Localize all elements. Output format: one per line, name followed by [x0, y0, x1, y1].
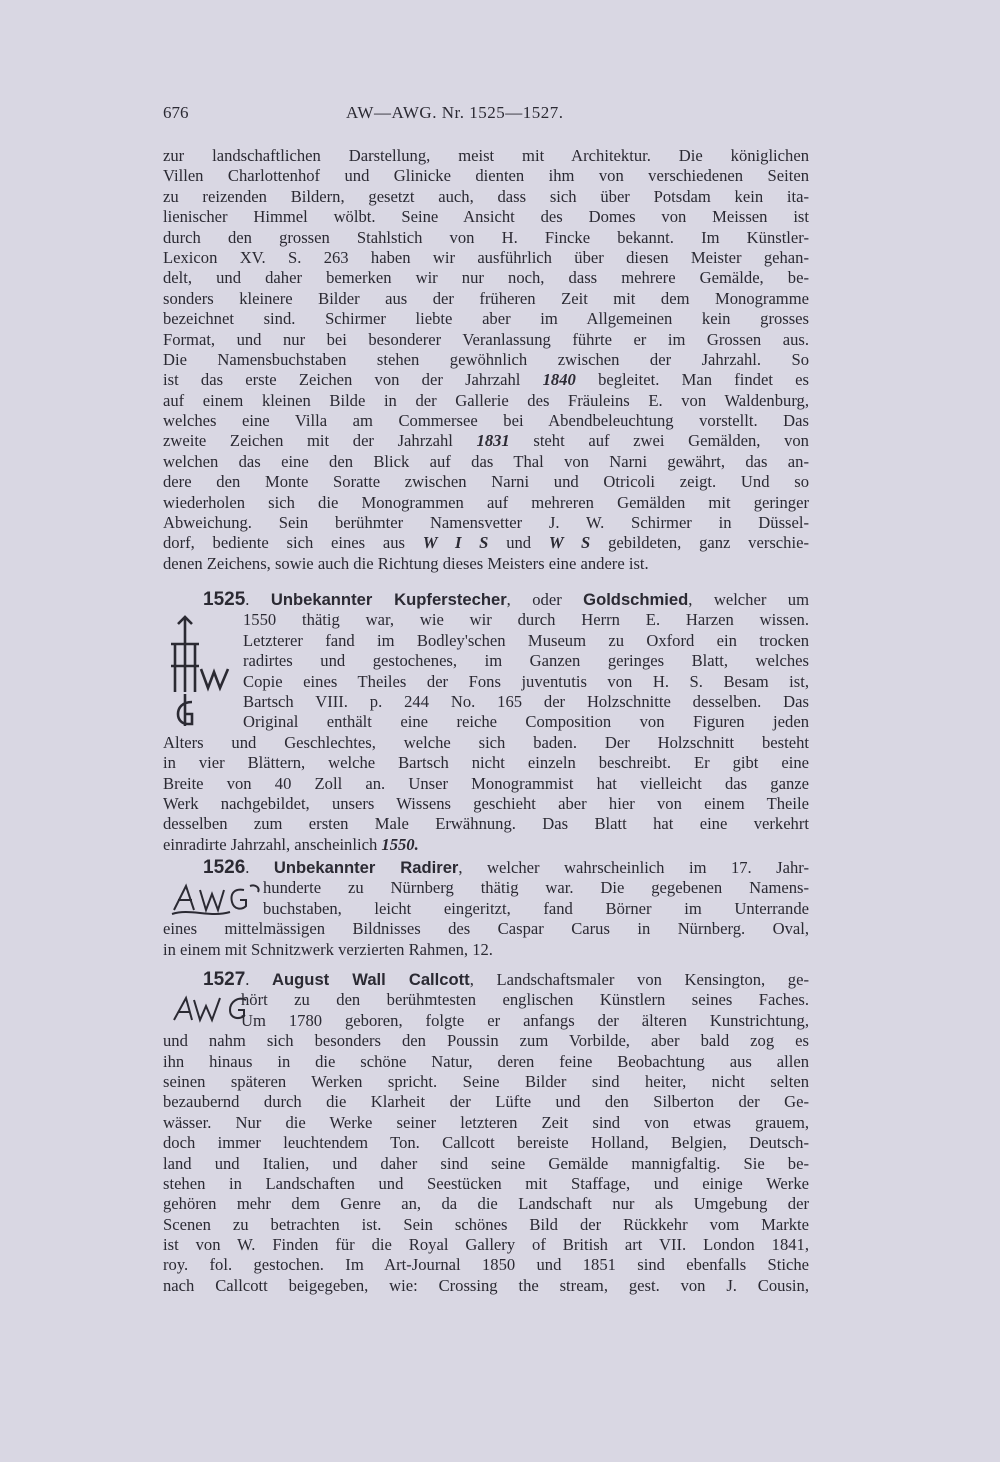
text-line: in vier Blättern, welche Bartsch nicht einzeln beschreibt. Er gibt eine: [163, 753, 809, 773]
text-line: wässer. Nur die Werke seiner letzteren Zeit sind von etwas grauem,: [163, 1112, 809, 1132]
text-line: einradirte Jahrzahl, anscheinlich 1550.: [163, 834, 419, 854]
text-line: zweite Zeichen mit der Jahrzahl 1831 steht auf zwei Gemälden, von: [163, 431, 809, 451]
text-line: Die Namensbuchstaben stehen gewöhnlich zwischen der Jahrzahl. So: [163, 349, 809, 369]
entry-heading: 1525. Unbekannter Kupferstecher, oder Goldschmied, welcher um: [203, 590, 809, 610]
text-line: Lexicon XV. S. 263 haben wir ausführlich über diesen Meister gehan-: [163, 247, 809, 267]
text-line: Breite von 40 Zoll an. Unser Monogrammist hat vielleicht das ganze: [163, 773, 809, 793]
text-line: in einem mit Schnitzwerk verzierten Rahmen, 12.: [163, 939, 493, 959]
text-line: lienischer Himmel wölbt. Seine Ansicht des Domes von Meissen ist: [163, 207, 809, 227]
text-line: buchstaben, leicht eingeritzt, fand Börner im Unterrande: [263, 898, 809, 918]
text-line: Werk nachgebildet, unsers Wissens geschieht aber hier von einem Theile: [163, 793, 809, 813]
text-line: dorf, bediente sich eines aus W I S und W S gebildeten, ganz verschie-: [163, 533, 809, 553]
text-line: ihn hinaus in die schöne Natur, deren feine Beobachtung aus allen: [163, 1051, 809, 1071]
entry-1527: [163, 970, 809, 1296]
entry-heading: 1527. August Wall Callcott, Landschaftsmaler von Kensington, ge-: [203, 970, 809, 990]
text-line: ist das erste Zeichen von der Jahrzahl 1840 begleitet. Man findet es: [163, 370, 809, 390]
text-line: Copie eines Theiles der Fons juventutis von H. S. Besam ist,: [243, 671, 809, 691]
entry-1526: [163, 858, 809, 960]
artist-name: Unbekannter Kupferstecher: [270, 590, 507, 609]
text-line: hunderte zu Nürnberg thätig war. Die gegebenen Namens-: [263, 878, 809, 898]
text-line: bezaubernd durch die Klarheit der Lüfte und den Silberton der Ge-: [163, 1092, 809, 1112]
text-line: welchen das eine den Blick auf das Thal von Narni gewährt, das an-: [163, 451, 809, 471]
year-1831: 1831: [476, 431, 510, 451]
text-line: wiederholen sich die Monogrammen auf mehreren Gemälden mit geringer: [163, 492, 809, 512]
artist-name-alt: Goldschmied: [583, 590, 689, 609]
year-1840: 1840: [542, 370, 576, 390]
text-line: bezeichnet sind. Schirmer liebte aber im Allgemeinen kein grosses: [163, 309, 809, 329]
text-line: welches eine Villa am Commersee bei Abendbeleuchtung vorstellt. Das: [163, 411, 809, 431]
entry-number: 1525: [203, 590, 246, 610]
year-1550: 1550.: [381, 834, 419, 854]
text-line: zu reizenden Bildern, gesetzt auch, dass sich über Potsdam kein ita-: [163, 186, 809, 206]
text-line: auf einem kleinen Bilde in der Gallerie des Fräuleins E. von Waldenburg,: [163, 390, 809, 410]
artist-name: August Wall Callcott: [272, 970, 470, 989]
text-line: Format, und nur bei besonderer Veranlassung führte er im Grossen aus.: [163, 329, 809, 349]
text-line: dere den Monte Soratte zwischen Narni und Otricoli zeigt. Und so: [163, 472, 809, 492]
text-line: Scenen zu betrachten ist. Sein schönes Bild der Rückkehr vom Markte: [163, 1214, 809, 1234]
text-line: land und Italien, und daher sind seine Gemälde mannigfaltig. Sie be-: [163, 1153, 809, 1173]
entry-number: 1527: [203, 970, 246, 990]
text-line: delt, und daher bemerken wir nur noch, dass mehrere Gemälde, be-: [163, 268, 809, 288]
text-line: stehen in Landschaften und Seestücken mit Staffage, und einige Werke: [163, 1173, 809, 1193]
text-line: Alters und Geschlechtes, welche sich baden. Der Holzschnitt besteht: [163, 732, 809, 752]
text-line: eines mittelmässigen Bildnisses des Caspar Carus in Nürnberg. Oval,: [163, 919, 809, 939]
text-line: Letzterer fand im Bodley'schen Museum zu Oxford ein trocken: [243, 630, 809, 650]
text-line: radirtes und gestochenes, im Ganzen geringes Blatt, welches: [243, 651, 809, 671]
text-line: doch immer leuchtendem Ton. Callcott bereiste Holland, Belgien, Deutsch-: [163, 1133, 809, 1153]
text-line: gehören mehr dem Genre an, da die Landschaft nur als Umgebung der: [163, 1194, 809, 1214]
text-line: Bartsch VIII. p. 244 No. 165 der Holzschnitte desselben. Das: [243, 691, 809, 711]
page-header: [163, 103, 809, 129]
entry-heading: 1526. Unbekannter Radirer, welcher wahrscheinlich im 17. Jahr-: [203, 858, 809, 878]
text-line: ist von W. Finden für die Royal Gallery of British art VII. London 1841,: [163, 1235, 809, 1255]
artist-name: Unbekannter Radirer: [273, 858, 459, 877]
monogram-wis: W I S: [422, 533, 489, 553]
running-title: AW—AWG. Nr. 1525—1527.: [346, 103, 564, 122]
text-line: und nahm sich besonders den Poussin zum Vorbilde, aber bald zog es: [163, 1031, 809, 1051]
text-line: durch den grossen Stahlstich von H. Fincke bekannt. Im Künstler-: [163, 227, 809, 247]
page-number: 676: [163, 103, 189, 122]
text-line: denen Zeichens, sowie auch die Richtung dieses Meisters eine andere ist.: [163, 553, 649, 573]
text-line: hört zu den berühmtesten englischen Künstlern seines Faches.: [241, 990, 809, 1010]
text-line: Villen Charlottenhof und Glinicke dienten ihm von verschiedenen Seiten: [163, 166, 809, 186]
intro-paragraph: [163, 146, 809, 574]
text-line: Original enthält eine reiche Composition von Figuren jeden: [243, 712, 809, 732]
text-line: roy. fol. gestochen. Im Art-Journal 1850 und 1851 sind ebenfalls Stiche: [163, 1255, 809, 1275]
text-line: Abweichung. Sein berühmter Namensvetter J. W. Schirmer in Düssel-: [163, 513, 809, 533]
text-line: Um 1780 geboren, folgte er anfangs der älteren Kunstrichtung,: [241, 1010, 809, 1030]
text-line: zur landschaftlichen Darstellung, meist mit Architektur. Die königlichen: [163, 146, 809, 165]
text-line: seinen späteren Werken spricht. Seine Bilder sind heiter, nicht selten: [163, 1071, 809, 1091]
text-line: 1550 thätig war, wie wir durch Herrn E. Harzen wissen.: [243, 610, 809, 630]
monogram-ws: W S: [548, 533, 591, 553]
entry-1525: [163, 590, 809, 855]
text-line: sonders kleinere Bilder aus der früheren Zeit mit dem Monogramme: [163, 288, 809, 308]
entry-number: 1526: [203, 858, 246, 878]
text-line: nach Callcott beigegeben, wie: Crossing the stream, gest. von J. Cousin,: [163, 1275, 809, 1295]
text-line: desselben zum ersten Male Erwähnung. Das Blatt hat eine verkehrt: [163, 814, 809, 834]
